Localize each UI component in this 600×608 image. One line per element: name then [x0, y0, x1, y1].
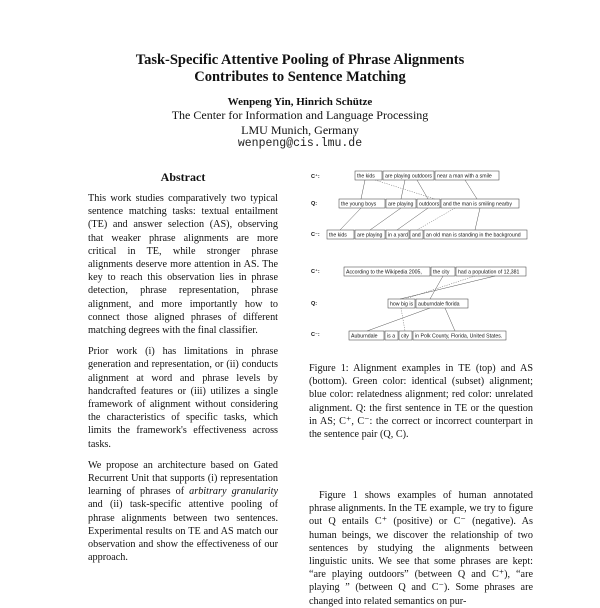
figure-caption: Figure 1: Alignment examples in TE (top) and AS (bottom). Green color: identical (subset) alignment; blue color: relatedness alignment; red color: unrelated alignment. Q: the first sentence in TE or the question in AS; C⁺, C⁻: the correct or incorrect counterpart in the sentence pair (Q, C).: [309, 363, 533, 441]
paper-title: [0, 52, 600, 86]
as-align-line: [400, 276, 495, 299]
as-cminus-text-4: in Polk County, Florida, United States.: [415, 333, 503, 340]
body-text: [309, 489, 533, 608]
as-label-q: Q:: [311, 301, 318, 307]
as-cplus-text-2: the city: [433, 269, 450, 276]
te-cminus-text-3: in a yard: [388, 232, 408, 239]
as-cplus-text-1: According to the Wikipedia 2005,: [346, 269, 422, 276]
figure-1: [305, 162, 537, 357]
te-cminus-text-5: an old man is standing in the background: [426, 232, 521, 239]
as-label-cplus: C⁺:: [311, 269, 320, 275]
te-align-line: [370, 208, 401, 230]
as-q-text-1: how big is: [390, 301, 414, 308]
te-cminus-text-1: the kids: [329, 232, 347, 239]
affiliation: [0, 108, 600, 137]
as-align-dashed: [401, 308, 405, 331]
title-line-2: Contributes to Sentence Matching: [194, 69, 406, 85]
as-label-cminus: C⁻:: [311, 332, 320, 338]
te-align-line: [401, 180, 405, 199]
affiliation-line-2: LMU Munich, Germany: [241, 122, 359, 137]
te-align-dashed: [375, 180, 435, 199]
abstract-p3-emphasis: arbitrary granularity: [189, 486, 278, 498]
abstract-heading: Abstract: [160, 170, 206, 184]
te-label-cminus: C⁻:: [311, 232, 320, 238]
abstract-paragraph-2: Prior work (i) has limitations in phrase generation and representation, or (ii) conducts alignment at word and phrase levels by handcrafted features or (iii) utilizes a single framework of alignment without considering the characteristics of specific tasks, which limits the framework's effectiveness across tasks.: [88, 346, 278, 450]
as-align-line: [367, 308, 430, 331]
as-cplus-text-3: had a population of 12,381: [458, 269, 520, 276]
as-cminus-text-1: Auburndale: [351, 333, 378, 340]
author-email: wenpeng@cis.lmu.de: [237, 137, 363, 150]
te-align-line: [465, 180, 477, 199]
as-q-text-2: auburndale florida: [418, 301, 460, 308]
alignment-figure: [305, 162, 537, 357]
te-align-line: [475, 208, 480, 230]
te-q-text-4: and the man is smiling nearby: [443, 201, 512, 208]
as-align-line: [430, 276, 443, 299]
te-cplus-text-3: near a man with a smile: [437, 173, 492, 180]
as-cminus-text-2: is a: [387, 333, 396, 340]
abstract-p3-end: and (ii) task-specific attentive pooling of phrase alignments between two sentences. Experimental results on TE and AS match our observation and show the effectiveness of our approach.: [88, 499, 278, 564]
abstract-body: [88, 192, 278, 572]
abstract-paragraph-1: This work studies comparatively two typical sentence matching tasks: textual entailment (TE) and answer selection (AS), observing that weaker phrase alignments are more critical in TE, while stronger phrase alignments deserve more attention in AS. The key to reach this observation lies in phrase detection, phrase representation, phrase alignment, and more importantly how to connect those aligned phrases of different matching degrees with the final classifier.: [88, 193, 278, 337]
te-cminus-text-2: are playing: [357, 232, 383, 239]
te-align-line: [340, 208, 361, 230]
te-q-text-3: outdoors: [419, 201, 440, 208]
te-label-q: Q:: [311, 201, 318, 207]
te-cplus-text-1: the kids: [357, 173, 375, 180]
te-q-text-1: the young boys: [341, 201, 377, 208]
as-align-line: [445, 308, 455, 331]
te-cminus-text-4: and: [412, 232, 421, 239]
te-align-line: [361, 180, 365, 199]
as-align-dashed: [405, 276, 475, 299]
title-line-1: Task-Specific Attentive Pooling of Phrase Alignments: [135, 52, 465, 68]
abstract-p3-start: We propose an architecture based on Gated Recurrent Unit that supports (i) representation learning of phrases of: [88, 459, 278, 498]
te-align-dashed: [417, 208, 455, 230]
te-cplus-text-2: are playing outdoors: [385, 173, 433, 180]
te-label-cplus: C⁺:: [311, 174, 320, 180]
te-q-text-2: are playing: [388, 201, 414, 208]
body-paragraph-1: Figure 1 shows examples of human annotated phrase alignments. In the TE example, we try to figure out Q entails C⁺ (positive) or C⁻ (negative). As human beings, we discover the relationship of two sentences by studying the alignments between linguistic units. We see that some phrases are kept: “are playing outdoors” (between Q and C⁺), “are playing ” (between Q and C⁻). Some phrases are changed into related semantics on pur-: [309, 490, 533, 607]
affiliation-line-1: The Center for Information and Language Processing: [171, 108, 429, 122]
abstract-paragraph-3: [88, 459, 278, 565]
te-align-line: [397, 208, 428, 230]
as-cminus-text-3: city: [401, 333, 409, 340]
authors: Wenpeng Yin, Hinrich Schütze: [227, 96, 373, 108]
